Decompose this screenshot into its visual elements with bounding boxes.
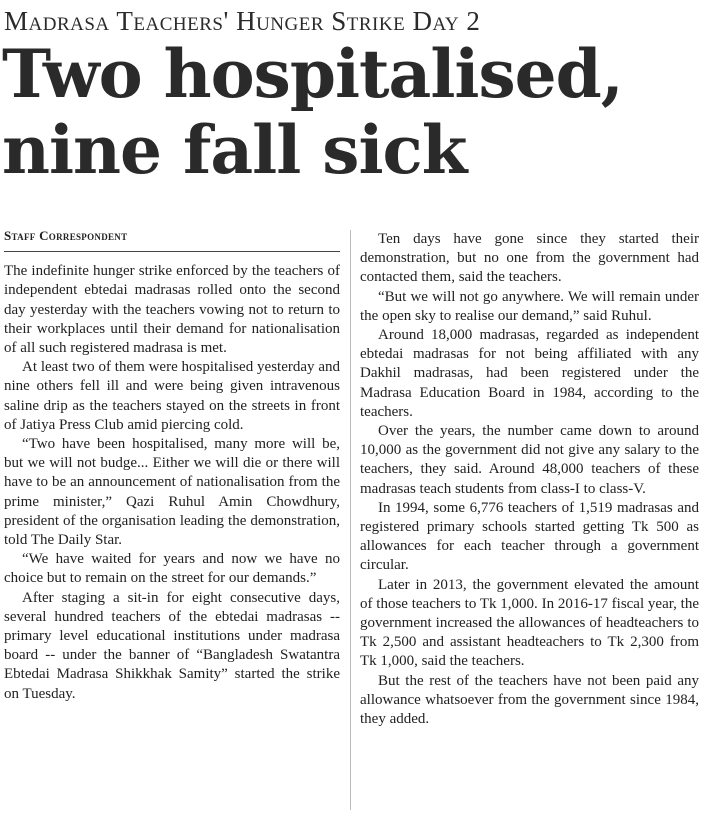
byline: Staff Correspondent [4, 226, 340, 252]
paragraph: Ten days have gone since they started their demonstration, but no one from the government had contacted them, said the teachers. [360, 231, 699, 286]
article-column-right [360, 230, 699, 729]
paragraph: “But we will not go anywhere. We will remain under the open sky to realise our demand,” said Ruhul. [360, 288, 699, 324]
headline-line-2: nine fall sick [2, 111, 467, 189]
paragraph: In 1994, some 6,776 teachers of 1,519 madrasas and registered primary schools started getting Tk 500 as allowances for each teacher through a government circular. [360, 499, 699, 574]
paragraph: At least two of them were hospitalised yesterday and nine others fell ill and were being given intravenous saline drip as the teachers stayed on the streets in front of Jatiya Press Club amid piercing cold. [4, 359, 340, 433]
paragraph: The indefinite hunger strike enforced by the teachers of independent ebtedai madrasas rolled onto the second day yesterday with the teachers vowing not to return to their workplaces until their demand for nationalisation of all such registered madrasa is met. [4, 263, 340, 357]
paragraph: After staging a sit-in for eight consecutive days, several hundred teachers of the ebtedai madrasas -- primary level educational institutions under madrasa board -- under the banner of “Bangladesh Swatantra Ebtedai Madrasa Shikkhak Samity” started the strike on Tuesday. [4, 589, 340, 702]
article-column-left [4, 226, 340, 704]
paragraph: Over the years, the number came down to around 10,000 as the government did not give any salary to the teachers, they said. Around 48,000 teachers of these madrasas teach students from class-I to class-V. [360, 423, 699, 497]
column-divider [350, 230, 351, 810]
article-kicker: Madrasa Teachers' Hunger Strike Day 2 [4, 6, 481, 36]
headline-line-1: Two hospitalised, [2, 35, 623, 113]
paragraph: “We have waited for years and now we have no choice but to remain on the street for our demands.” [4, 551, 340, 587]
article-headline [2, 36, 711, 188]
paragraph: But the rest of the teachers have not been paid any allowance whatsoever from the government since 1984, they added. [360, 672, 699, 728]
paragraph: Around 18,000 madrasas, regarded as independent ebtedai madrasas for not being affiliated with any Dakhil madrasas, had been registered under the Madrasa Education Board in 1984, according to the teachers. [360, 327, 699, 420]
paragraph: “Two have been hospitalised, many more will be, but we will not budge... Either we will die or there will have to be an announcement of nationalisation from the prime minister,” Qazi Ruhul Amin Chowdhury, president of the organisation leading the demonstration, told The Daily Star. [4, 436, 340, 549]
paragraph: Later in 2013, the government elevated the amount of those teachers to Tk 1,000. In 2016-17 fiscal year, the government increased the allowances of headteachers to Tk 2,500 and assistant headteachers to Tk 2,300 from Tk 1,000, said the teachers. [360, 576, 699, 670]
